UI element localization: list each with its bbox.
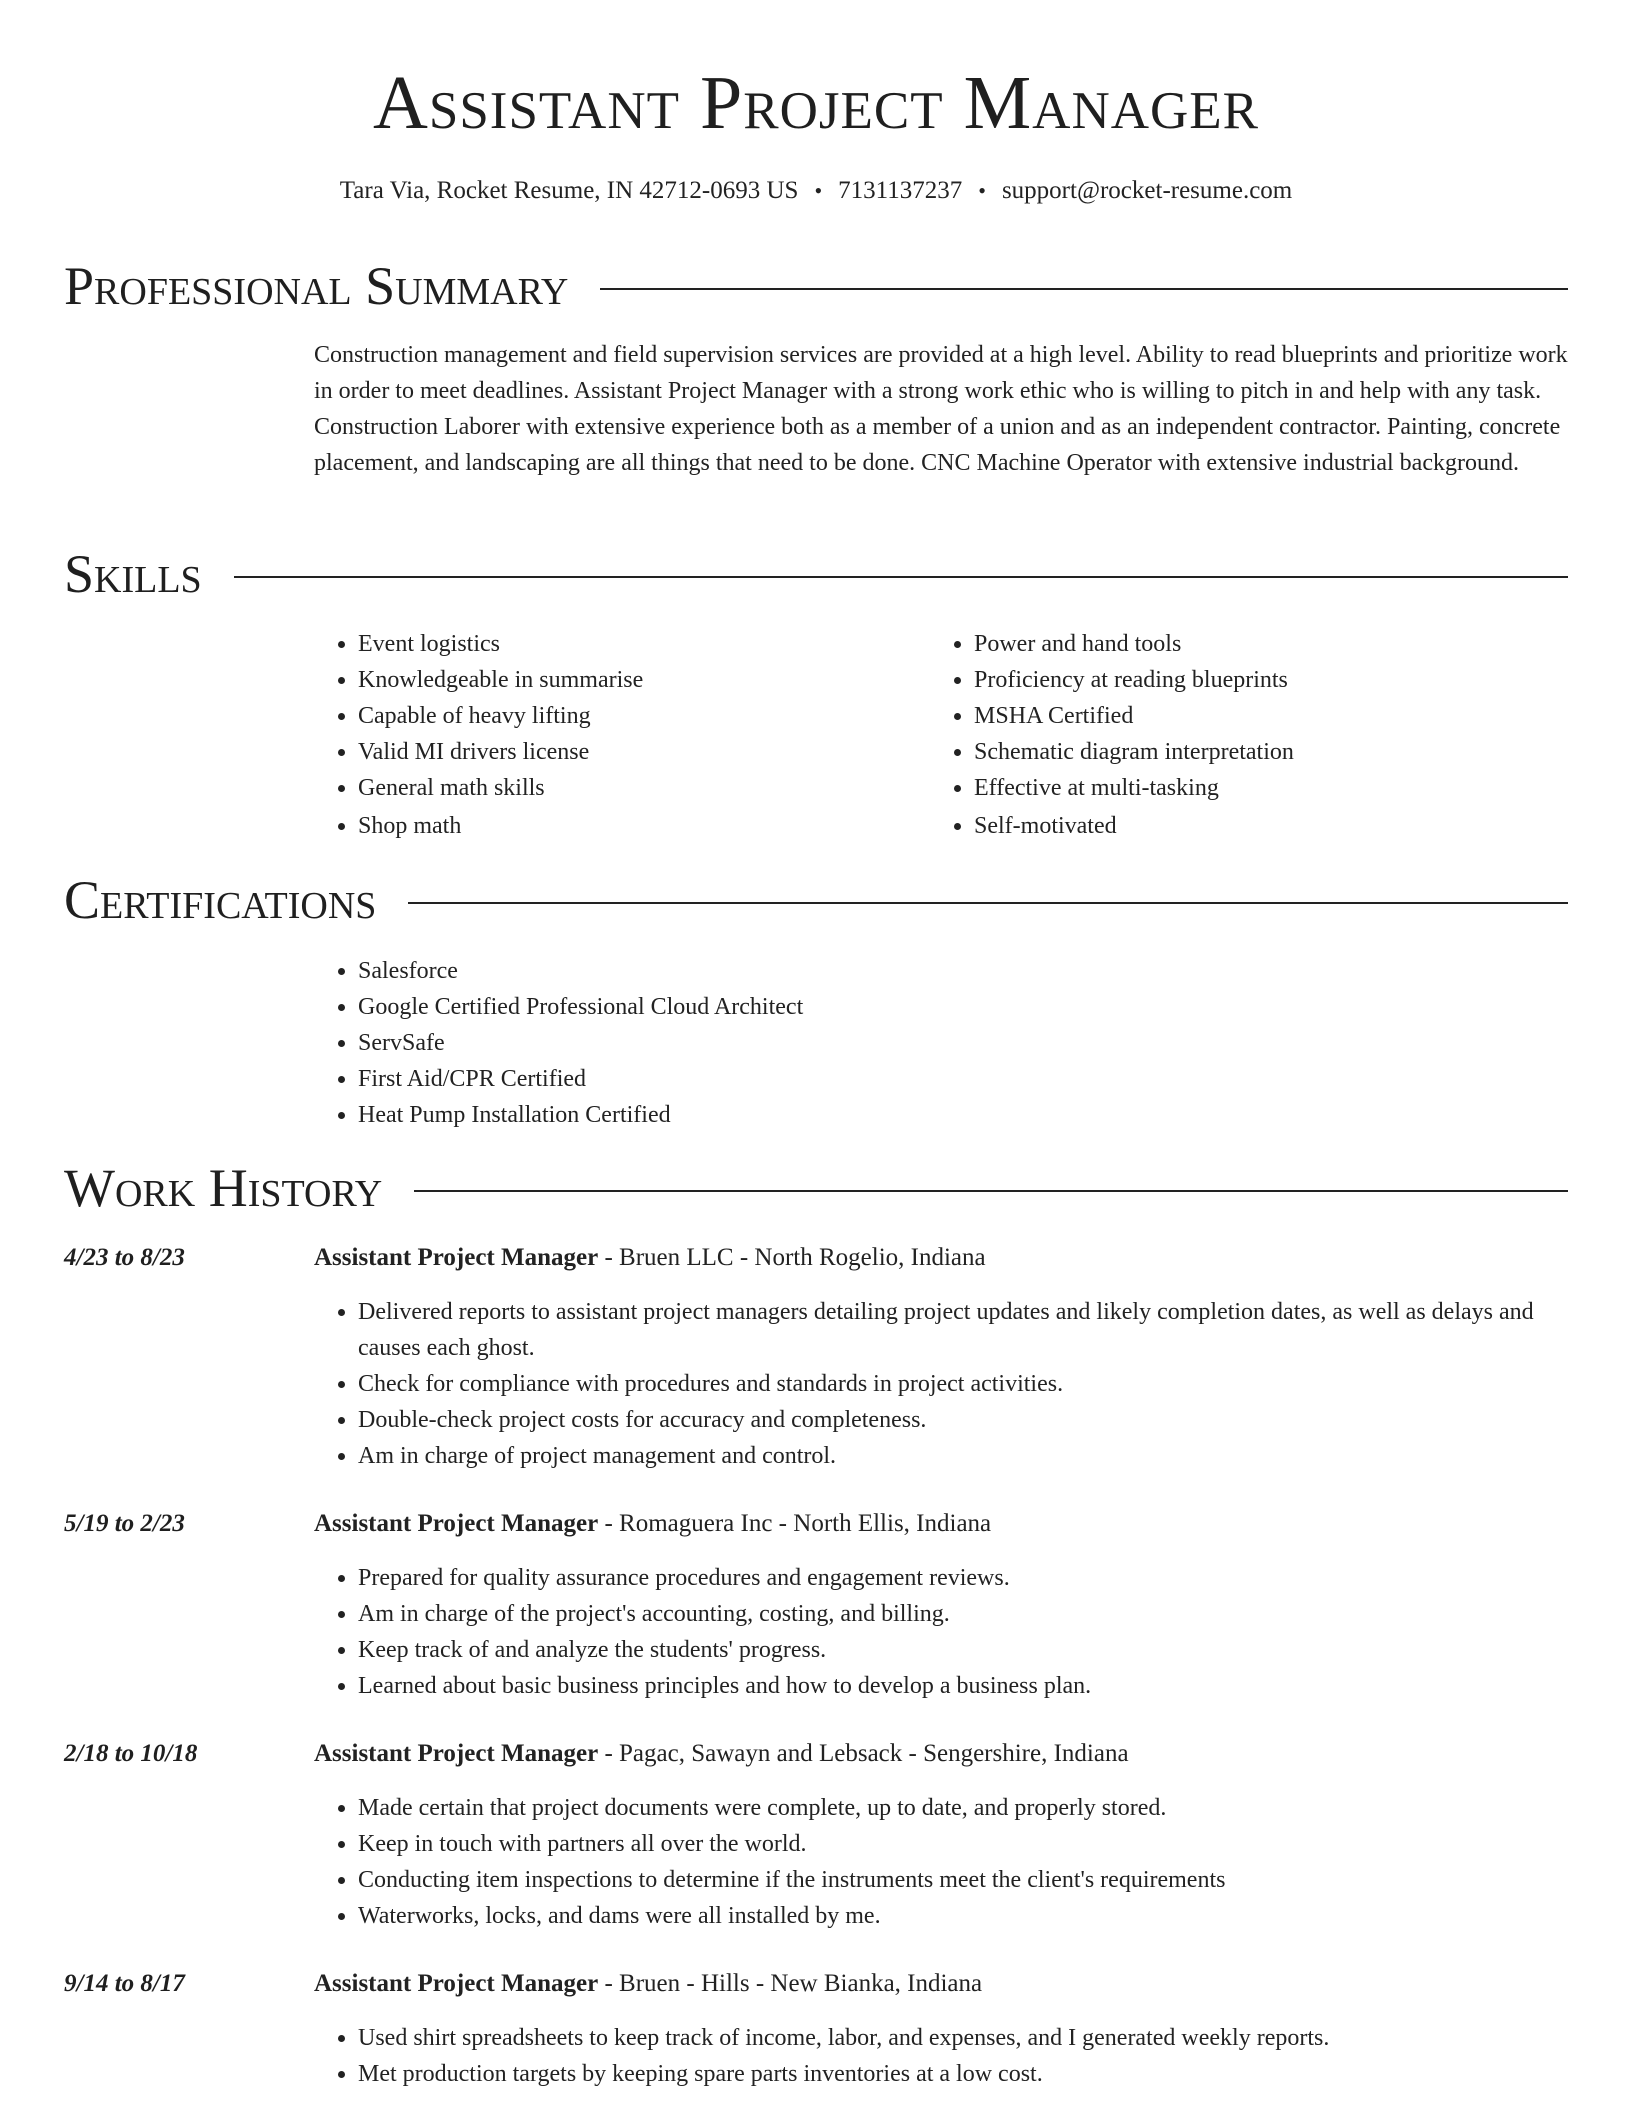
skill-item: • Valid MI drivers license [358,734,874,770]
section-title: Professional Summary [64,256,569,316]
job-bullet: • Prepared for quality assurance procedures and engagement reviews. [358,1560,1568,1596]
skill-item: • Knowledgeable in summarise [358,662,874,698]
certifications-list [314,953,1214,1133]
skill-item: • Effective at multi-tasking [974,770,1530,806]
contact-separator: • [978,178,986,203]
job-dates: 5/19 to 2/23 [64,1510,185,1537]
job-bullet: • Keep track of and analyze the students' progress. [358,1632,1568,1668]
skill-item: • Capable of heavy lifting [358,698,874,734]
job-bullet: • Am in charge of the project's accounting, costing, and billing. [358,1596,1568,1632]
job-heading [314,1506,1568,1542]
job-bullet: • Keep in touch with partners all over the world. [358,1826,1568,1862]
summary-heading [64,254,1568,318]
job-title: Assistant Project Manager [314,1740,599,1767]
job-dates: 2/18 to 10/18 [64,1740,198,1767]
job-bullet: • Met production targets by keeping spare parts inventories at a low cost. [358,2056,1568,2092]
skill-item: • MSHA Certified [974,698,1530,734]
summary-text: Construction management and field supervision services are provided at a high level. Ability to read blueprints and prioritize work in order to meet deadlines. Assistant Project Manager with a strong work ethic who is willing to pitch in and help with any task. Construction Laborer with extensive experience both as a member of a union and as an independent contractor. Painting, concrete placement, and landscaping are all things that need to be done. CNC Machine Operator with extensive industrial background. [314,342,1568,476]
job-bullet: • Made certain that project documents were complete, up to date, and properly stored. [358,1790,1568,1826]
skills-column-right [930,626,1530,844]
job-bullet: • Am in charge of project management and control. [358,1438,1568,1474]
certification-item: • ServSafe [358,1025,1214,1061]
section-divider [600,288,1568,290]
section-divider [234,576,1568,578]
contact-email: support@rocket-resume.com [1001,177,1293,204]
section-divider [408,902,1568,904]
job-title: Assistant Project Manager [314,1244,599,1271]
skill-item: • Event logistics [358,626,874,662]
skill-item: • Power and hand tools [974,626,1530,662]
job-bullets [314,1294,1568,1474]
work-history-heading [64,1156,1568,1220]
skill-item: • General math skills [358,770,874,806]
job-title: Assistant Project Manager [314,1970,599,1997]
job-dates: 9/14 to 8/17 [64,1970,185,1997]
skills-column-left [314,626,874,844]
job-bullets [314,1790,1568,1934]
job-bullet: • Check for compliance with procedures and standards in project activities. [358,1366,1568,1402]
certification-item: • Heat Pump Installation Certified [358,1097,1214,1133]
certification-item: • Salesforce [358,953,1214,989]
job-bullet: • Conducting item inspections to determine if the instruments meet the client's requirements [358,1862,1568,1898]
skill-item: • Shop math [358,808,874,844]
job-details: - Bruen - Hills - New Bianka, Indiana [598,1970,983,1997]
job-heading [314,1736,1568,1772]
skill-item: • Schematic diagram interpretation [974,734,1530,770]
section-divider [414,1190,1568,1192]
job-details: - Bruen LLC - North Rogelio, Indiana [598,1244,986,1271]
skill-item: • Proficiency at reading blueprints [974,662,1530,698]
resume-name: Assistant Project Manager [372,61,1260,145]
job-bullet: • Waterworks, locks, and dams were all installed by me. [358,1898,1568,1934]
section-title: Work History [64,1158,383,1218]
job-heading [314,1240,1568,1276]
contact-phone: 7131137237 [838,177,963,204]
job-bullet: • Delivered reports to assistant project managers detailing project updates and likely completion dates, as well as delays and causes each ghost. [358,1294,1568,1366]
job-details: - Pagac, Sawayn and Lebsack - Sengershire, Indiana [598,1740,1129,1767]
certification-item: • Google Certified Professional Cloud Architect [358,989,1214,1025]
certification-item: • First Aid/CPR Certified [358,1061,1214,1097]
skills-heading [64,542,1568,606]
contact-address: Tara Via, Rocket Resume, IN 42712-0693 US [339,177,799,204]
job-dates: 4/23 to 8/23 [64,1244,185,1271]
job-bullets [314,1560,1568,1704]
section-title: Certifications [64,870,377,930]
contact-separator: • [814,178,823,203]
contact-line [0,174,1632,208]
job-bullets [314,2020,1568,2092]
job-details: - Romaguera Inc - North Ellis, Indiana [598,1510,992,1537]
job-bullet: • Learned about basic business principles and how to develop a business plan. [358,1668,1568,1704]
job-heading [314,1966,1568,2002]
job-title: Assistant Project Manager [314,1510,599,1537]
certifications-heading [64,868,1568,932]
job-bullet: • Used shirt spreadsheets to keep track of income, labor, and expenses, and I generated weekly reports. [358,2020,1568,2056]
skill-item: • Self-motivated [974,808,1530,844]
section-title: Skills [64,544,202,604]
job-bullet: • Double-check project costs for accuracy and completeness. [358,1402,1568,1438]
